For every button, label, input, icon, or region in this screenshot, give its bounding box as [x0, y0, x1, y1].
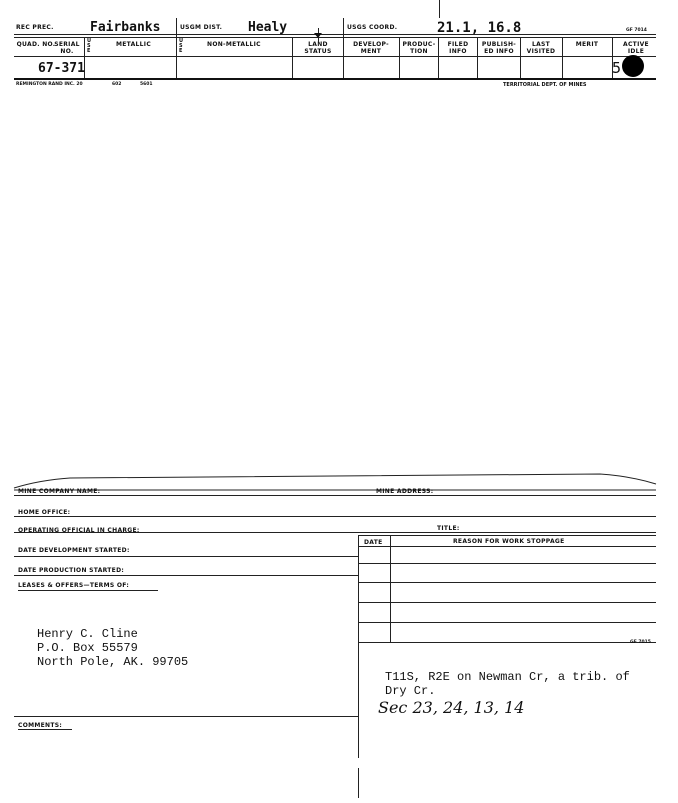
col-serial: SERIAL NO.: [54, 41, 80, 55]
col-metallic: METALLIC: [116, 41, 152, 48]
active-idle-mark: 5: [612, 59, 622, 77]
col-use-2: U S E: [179, 38, 184, 54]
location-line-1: T11S, R2E on Newman Cr, a trib. of: [385, 670, 630, 684]
owner-po-box: P.O. Box 55579: [37, 641, 138, 655]
col-published-info: PUBLISH- ED INFO: [481, 41, 517, 55]
date-production-label: DATE PRODUCTION STARTED:: [18, 567, 125, 574]
location-line-2: Dry Cr.: [385, 684, 436, 698]
printer-code-1: 602: [112, 82, 122, 87]
home-office-label: HOME OFFICE:: [18, 509, 71, 516]
quad-serial-value: 67-371: [38, 61, 85, 76]
owner-city: North Pole, AK. 99705: [37, 655, 189, 669]
owner-name: Henry C. Cline: [37, 627, 138, 641]
reason-column-header: REASON FOR WORK STOPPAGE: [453, 538, 565, 545]
usgm-dist-value: Healy: [248, 20, 288, 35]
printer-label: REMINGTON RAND INC. 20: [16, 82, 83, 87]
rec-prec-label: REC PREC.: [16, 24, 54, 31]
date-column-header: DATE: [364, 539, 383, 546]
dept-label: TERRITORIAL DEPT. OF MINES: [503, 82, 587, 88]
rec-prec-value: Fairbanks: [90, 20, 161, 35]
col-non-metallic: NON-METALLIC: [207, 41, 261, 48]
col-quad: QUAD. NO.: [16, 41, 56, 48]
col-production: PRODUC- TION: [402, 41, 436, 55]
mine-company-name-label: MINE COMPANY NAME:: [18, 488, 101, 495]
comments-label: COMMENTS:: [18, 722, 63, 729]
operating-official-label: OPERATING OFFICIAL IN CHARGE:: [18, 527, 140, 534]
col-use-1: U S E: [87, 38, 92, 54]
sections-handwritten: Sec 23, 24, 13, 14: [378, 698, 525, 717]
card-edge-decoration: [0, 470, 678, 494]
col-filed-info: FILED INFO: [447, 41, 469, 55]
usgs-coord-label: USGS COORD.: [347, 24, 398, 31]
col-land-status: LAND STATUS: [304, 41, 332, 55]
usgs-coord-value: 21.1, 16.8: [437, 20, 522, 36]
front-form-code: GF 7014: [626, 28, 647, 33]
col-development: DEVELOP- MENT: [353, 41, 389, 55]
usgm-dist-label: USGM DIST.: [180, 24, 223, 31]
col-merit: MERIT: [575, 41, 599, 48]
printer-code-2: 5601: [140, 82, 153, 87]
col-last-visited: LAST VISITED: [526, 41, 556, 55]
hole-punch-icon: [622, 55, 644, 77]
col-active-idle: ACTIVE IDLE: [623, 41, 649, 55]
back-form-code: GF 7015: [630, 640, 651, 645]
title-label: TITLE:: [437, 525, 460, 532]
leases-label: LEASES & OFFERS—TERMS OF:: [18, 582, 130, 589]
mine-address-label: MINE ADDRESS:: [376, 488, 434, 495]
date-development-label: DATE DEVELOPMENT STARTED:: [18, 547, 130, 554]
